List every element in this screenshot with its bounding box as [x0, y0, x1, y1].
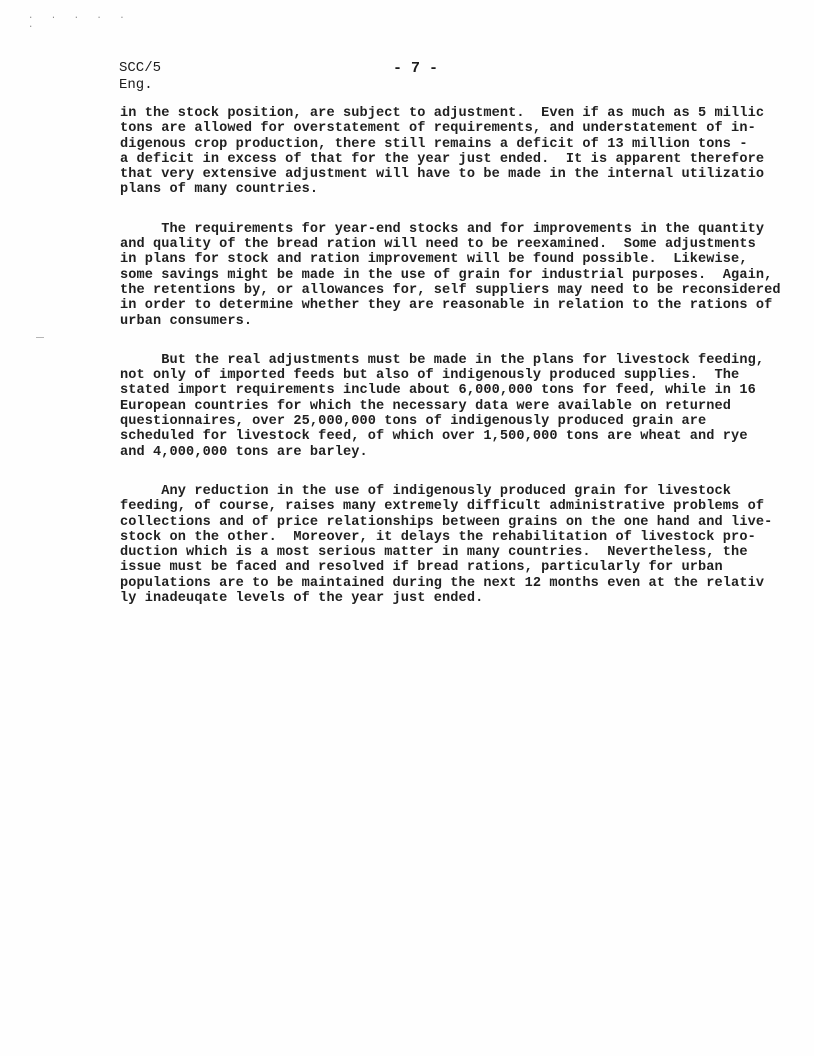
text-line: duction which is a most serious matter in many countries. Nevertheless, the [120, 545, 748, 561]
text-line: populations are to be maintained during the next 12 months even at the relativ [120, 575, 765, 591]
text-line: questionnaires, over 25,000,000 tons of indigenously produced grain are [120, 414, 707, 430]
text-line: issue must be faced and resolved if bread rations, particularly for urban [120, 560, 723, 576]
text-line: some savings might be made in the use of grain for industrial purposes. Again, [120, 267, 773, 283]
text-line: stock on the other. Moreover, it delays the rehabilitation of livestock pro- [120, 529, 756, 545]
text-line: But the real adjustments must be made in the plans for livestock feeding, [120, 352, 765, 368]
text-line: in plans for stock and ration improvement will be found possible. Likewise, [120, 252, 748, 268]
paragraph-livestock-feeding [120, 353, 775, 460]
paragraph-bread-ration [120, 221, 781, 329]
document-body [120, 106, 781, 630]
text-line: not only of imported feeds but also of indigenously produced supplies. The [120, 368, 740, 384]
text-line: ly inadeuqate levels of the year just ended. [120, 591, 484, 607]
paragraph-stock-adjustment [120, 106, 775, 198]
margin-mark [36, 337, 44, 338]
text-line: The requirements for year-end stocks and for improvements in the quantity [120, 221, 765, 237]
text-line: and quality of the bread ration will need to be reexamined. Some adjustments [120, 237, 756, 253]
text-line: in the stock position, are subject to adjustment. Even if as much as 5 millic [120, 106, 765, 121]
document-language: Eng. [119, 77, 153, 93]
text-line: stated import requirements include about 6,000,000 tons for feed, while in 16 [120, 383, 756, 399]
text-line: in order to determine whether they are reasonable in relation to the rations of [120, 298, 773, 314]
paragraph-grain-reduction [120, 484, 775, 606]
text-line: collections and of price relationships between grains on the one hand and live- [120, 514, 773, 530]
text-line: scheduled for livestock feed, of which over 1,500,000 tons are wheat and rye [120, 429, 748, 445]
text-line: feeding, of course, raises many extremely difficult administrative problems of [120, 499, 765, 515]
text-line: a deficit in excess of that for the year just ended. It is apparent therefore [120, 151, 765, 167]
text-line: and 4,000,000 tons are barley. [120, 444, 368, 460]
text-line: urban consumers. [120, 313, 253, 329]
document-reference [119, 60, 161, 94]
text-line: tons are allowed for overstatement of requirements, and understatement of in- [120, 121, 756, 137]
stray-ink-marks: · · · · · · [28, 13, 131, 32]
document-code: SCC/5 [119, 60, 162, 76]
text-line: Any reduction in the use of indigenously produced grain for livestock [120, 483, 732, 499]
text-line: the retentions by, or allowances for, self suppliers may need to be reconsidered [120, 282, 781, 298]
text-line: European countries for which the necessary data were available on returned [120, 398, 732, 414]
text-line: digenous crop production, there still remains a deficit of 13 million tons - [120, 136, 748, 152]
page-number: - 7 - [393, 60, 439, 77]
text-line: that very extensive adjustment will have to be made in the internal utilizatio [120, 167, 765, 183]
text-line: plans of many countries. [120, 182, 319, 198]
